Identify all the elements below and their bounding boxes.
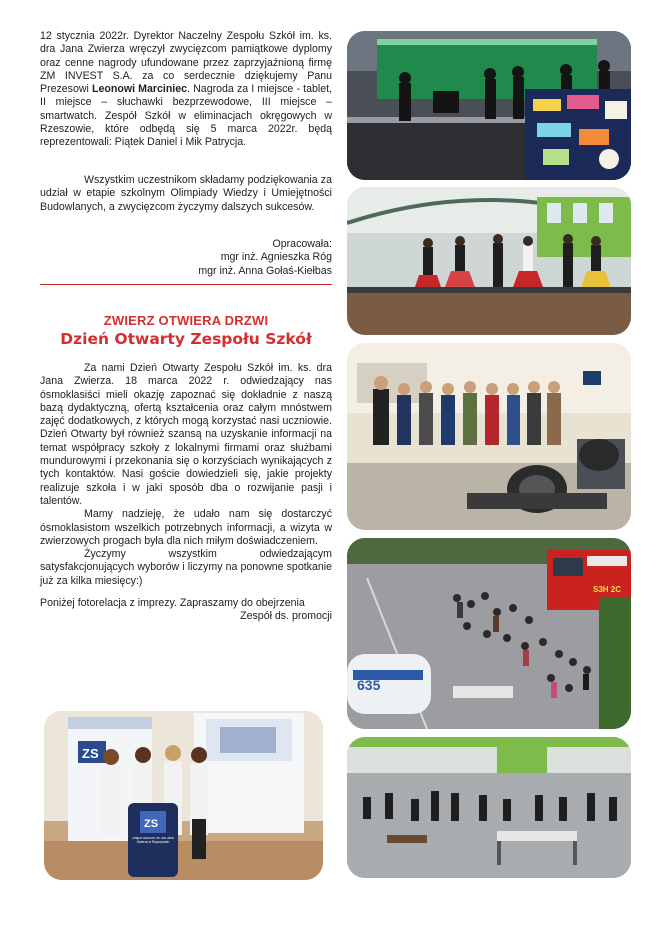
- stand-text: Zespół Szkół im. ks. dra Jana Zwierza w Ropczycach: [132, 837, 174, 844]
- photo-promo-stand: [44, 711, 323, 880]
- stand-logo: ZS: [144, 818, 159, 830]
- firetruck-plate: S3H 2C: [593, 585, 622, 594]
- signature-author-2: mgr inż. Anna Gołaś-Kiełbas: [198, 264, 332, 277]
- signature-block: [40, 238, 332, 278]
- signature-author-1: mgr inż. Agnieszka Róg: [220, 251, 332, 264]
- photo-band-concert: [347, 31, 631, 180]
- article-paragraph-3: Życzymy wszystkim odwiedzającym satysfakcjonujących wyborów i liczymy na ponowne spotkanie już za kilka miesięcy:): [40, 548, 332, 587]
- thanks-paragraph: Wszystkim uczestnikom składamy podziękowania za udział w etapie szkolnym Olimpiady Wiedzy i Umiejętności Budowlanych, a zwycięzcom życzymy dalszych sukcesów.: [40, 174, 332, 213]
- photo-workshop-visit: [347, 343, 631, 530]
- article-signature: Zespół ds. promocji: [240, 610, 332, 623]
- intro-section: [40, 30, 332, 150]
- article-paragraph-1: Za nami Dzień Otwarty Zespołu Szkół im. ks. dra Jana Zwierza. 18 marca 2022 r. odwiedzający nas ósmoklasiści mieli okazję zapoznać się dokładnie z naszą bazą dydaktyczną, ofertą kształcenia oraz całym mnóstwem zajęć dodatkowych, z których mogą korzystać nasi uczniowie. Dzień Otwarty był również szansą na uzyskanie informacji na temat współpracy szkoły z lokalnymi firmami oraz służbami mundurowymi i przekonania się o korzyściach wynikających z tych kontaktów. Nasi goście dowiedzieli się, jakie projekty realizuje szkoła i w jaki sposób dba o rozwijanie pasji i talentów.: [40, 362, 332, 507]
- sponsor-name: Leonowi Marciniec: [92, 83, 188, 96]
- photo-folk-dance: [347, 187, 631, 335]
- banner-logo: ZS: [82, 746, 99, 761]
- intro-paragraph: 12 stycznia 2022r. Dyrektor Naczelny Zespołu Szkół im. ks. dra Jana Zwierza wręczył zwycięzcom pamiątkowe dyplomy oraz cenne nagrody ufundowane przez zaprzyjaźnioną firmę ZM INVEST S.A. za co serdecznie dziękujemy Panu Prezesowi Leonowi Marciniec. Nagroda za I miejsce - tablet, II miejsce – słuchawki bezprzewodowe, III miejsce – smartwatch. Zespół Szkół w eliminacjach okręgowych w Rzeszowie, które odbędą się 5 marca 2022r. będą reprezentowali: Piątek Daniel i Mik Patrycja.: [40, 30, 333, 149]
- signature-label: Opracowała:: [272, 238, 332, 250]
- article-headline: Dzień Otwarty Zespołu Szkół: [60, 330, 312, 348]
- police-number: 635: [357, 677, 381, 693]
- photo-outdoor-services: [347, 538, 631, 729]
- section-divider: [40, 284, 332, 285]
- photo-hall-visitors: [347, 737, 631, 878]
- article-paragraph-4: Poniżej fotorelacja z imprezy. Zapraszamy do obejrzenia: [40, 597, 305, 610]
- article-body: [40, 362, 332, 624]
- article-kicker: ZWIERZ OTWIERA DRZWI: [103, 313, 269, 328]
- article-paragraph-2: Mamy nadzieję, że udało nam się dostarczyć ósmoklasistom wszelkich potrzebnych informacji, a wizyta w zwierzowych progach była dla nich miłym doświadczeniem.: [40, 508, 332, 547]
- thanks-section: [40, 174, 332, 214]
